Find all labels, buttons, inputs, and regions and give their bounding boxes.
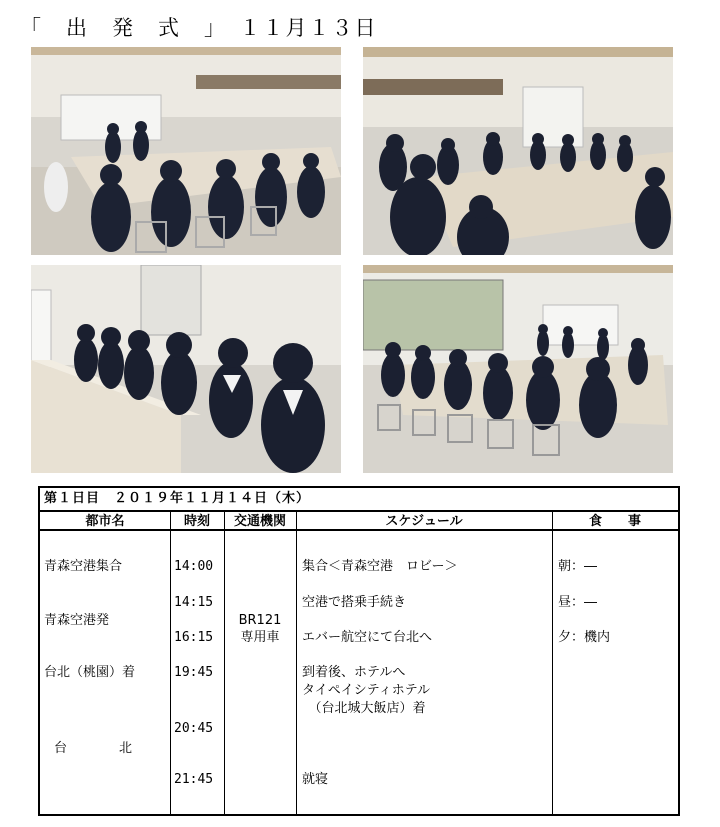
schedule-cell: 到着後、ホテルへ xyxy=(302,665,406,680)
column-divider xyxy=(296,512,297,814)
schedule-cell: タイペイシティホテル xyxy=(302,683,431,698)
page-title: 「 出 発 式 」 １１月１３日 xyxy=(20,16,378,40)
schedule-table xyxy=(38,486,680,816)
header-city: 都市名 xyxy=(40,512,170,531)
day-title: 第１日目 ２０１９年１１月１４日（木） xyxy=(40,488,678,512)
city-cell: 台北（桃園）着 xyxy=(44,665,136,680)
transport-bus: 専用車 xyxy=(240,630,280,645)
header-schedule: スケジュール xyxy=(296,512,552,531)
meal-cell: 朝：― xyxy=(558,559,598,574)
header-time: 時刻 xyxy=(170,512,224,531)
time-cell: 20:45 xyxy=(174,721,214,736)
meal-cell: 夕：機内 xyxy=(558,630,611,645)
column-divider xyxy=(552,512,553,814)
time-cell: 16:15 xyxy=(174,630,214,645)
column-divider xyxy=(170,512,171,814)
schedule-cell: （台北城大飯店）着 xyxy=(302,701,426,716)
column-divider xyxy=(224,512,225,814)
transport-flight: BR121 xyxy=(238,613,282,628)
schedule-cell: 集合＜青森空港 ロビー＞ xyxy=(302,559,458,574)
city-cell: 台 北 xyxy=(54,741,133,756)
meal-cell: 昼：― xyxy=(558,595,598,610)
time-cell: 14:15 xyxy=(174,595,214,610)
header-meal: 食 事 xyxy=(552,512,678,531)
city-cell: 青森空港発 xyxy=(44,613,110,628)
time-cell: 19:45 xyxy=(174,665,214,680)
time-cell: 14:00 xyxy=(174,559,214,574)
photo-ceremony-2 xyxy=(363,47,673,255)
schedule-cell: 就寝 xyxy=(302,772,329,787)
time-cell: 21:45 xyxy=(174,772,214,787)
header-transport: 交通機関 xyxy=(224,512,296,531)
photo-ceremony-4 xyxy=(363,265,673,473)
photo-ceremony-3 xyxy=(31,265,341,473)
schedule-cell: エバー航空にて台北へ xyxy=(302,630,433,645)
photo-ceremony-1 xyxy=(31,47,341,255)
schedule-cell: 空港で搭乗手続き xyxy=(302,595,407,610)
city-cell: 青森空港集合 xyxy=(44,559,123,574)
